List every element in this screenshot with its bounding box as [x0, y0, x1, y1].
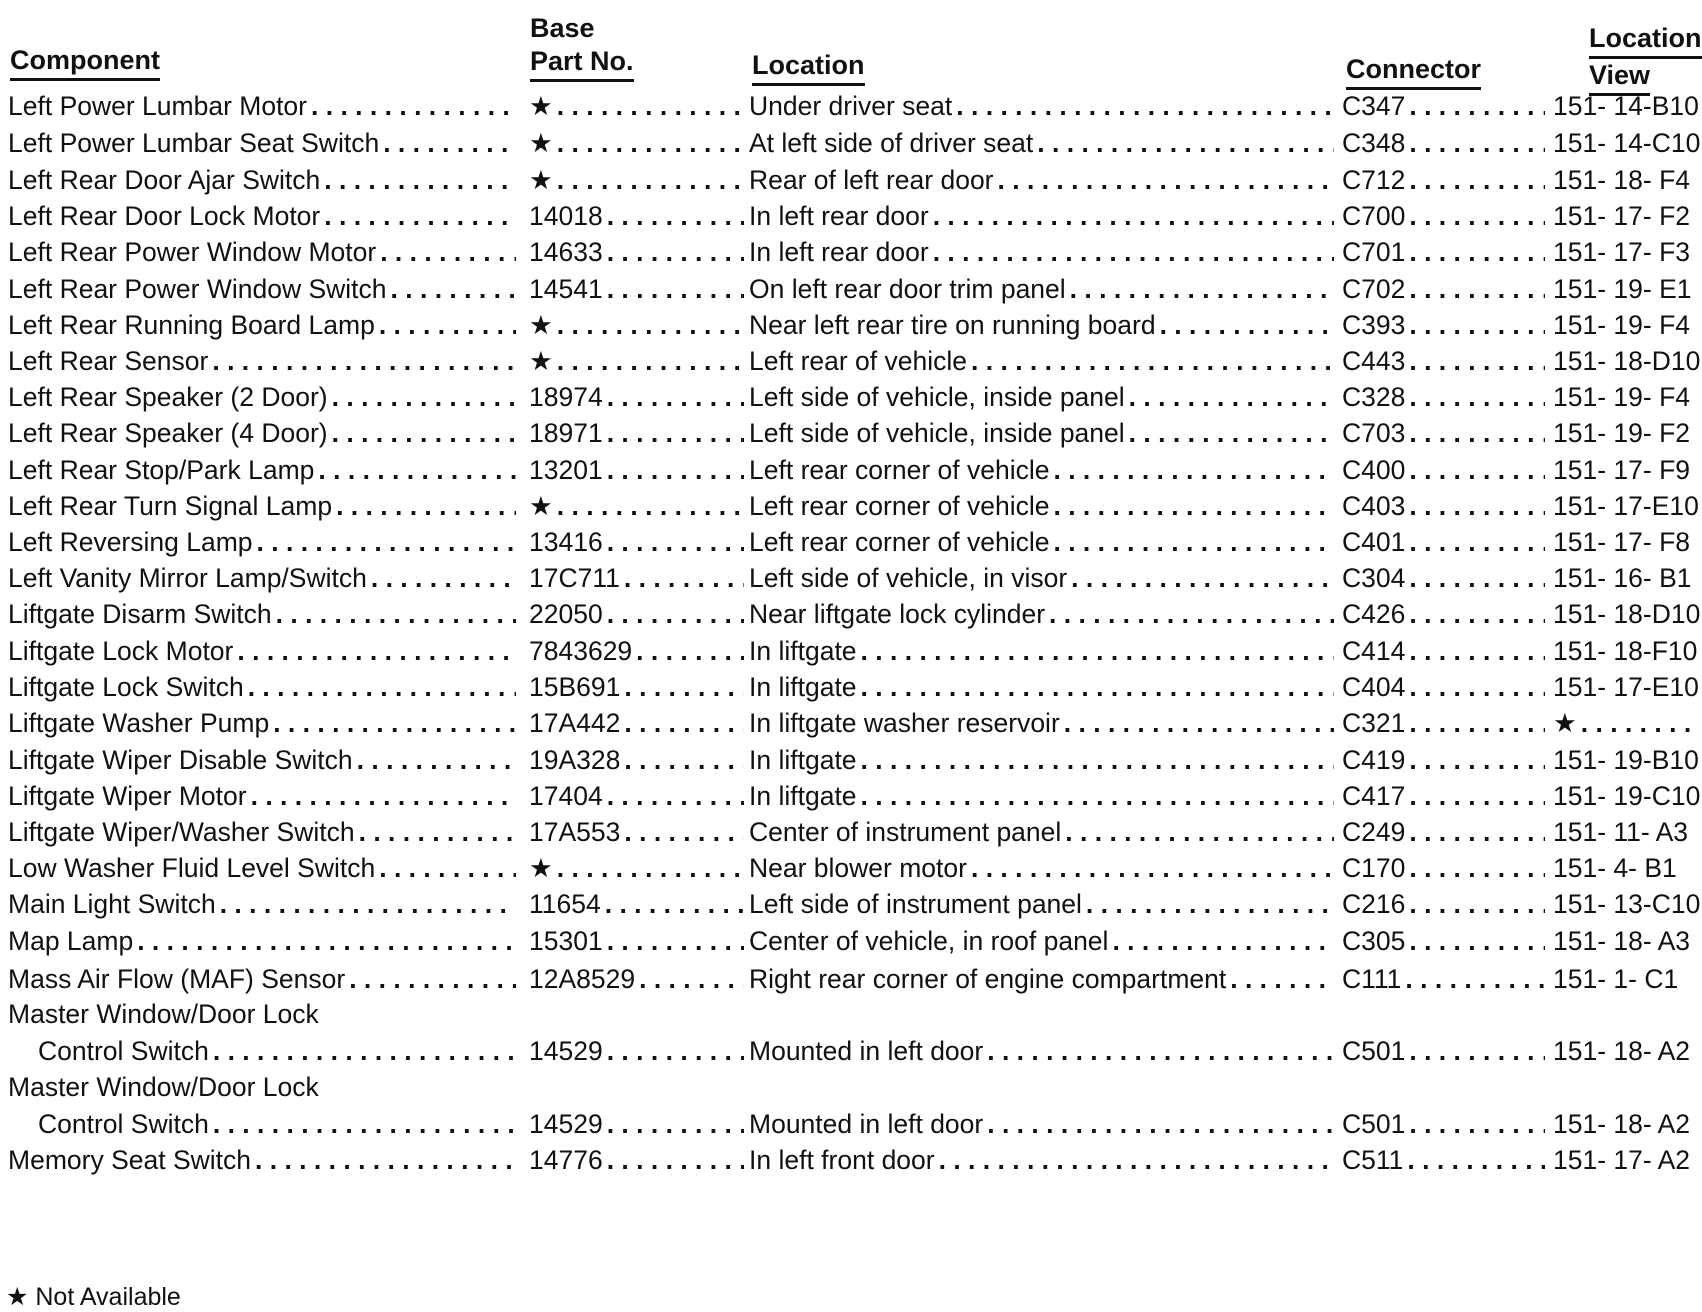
- dot-leader: [1409, 523, 1545, 561]
- dot-leader: [1409, 161, 1545, 199]
- location-view-cell: 151- 4- B1: [1553, 853, 1677, 883]
- dot-leader: [639, 960, 744, 998]
- dot-leader: [383, 124, 516, 162]
- dot-leader: [1409, 595, 1545, 633]
- location-cell: Center of vehicle, in roof panel . . .: [749, 922, 1340, 960]
- dot-leader: [213, 1032, 516, 1070]
- dot-leader: [1409, 668, 1545, 706]
- connector-cell: C501 . . .: [1342, 1032, 1551, 1070]
- dot-leader: [607, 777, 744, 815]
- dot-leader: [605, 885, 744, 923]
- dot-leader: [607, 595, 744, 633]
- dot-leader: [1064, 704, 1334, 742]
- dot-leader: [861, 777, 1334, 815]
- component-cell: Left Power Lumbar Motor . . .: [8, 87, 522, 125]
- dot-leader: [212, 342, 516, 380]
- dot-leader: [257, 523, 516, 561]
- location-view-cell: 151- 18-D10: [1553, 346, 1701, 376]
- location-view-cell: 151- 17- F2: [1553, 201, 1690, 231]
- connector-cell: C328 . . .: [1342, 378, 1551, 416]
- connector-cell: C305 . . .: [1342, 922, 1551, 960]
- dot-leader: [1409, 87, 1545, 125]
- location-view-cell: 151- 1- C1: [1553, 964, 1679, 994]
- table-row: [0, 197, 1702, 235]
- part-number-cell: ★ . . .: [529, 849, 750, 887]
- dot-leader: [861, 741, 1334, 779]
- dot-leader: [987, 1105, 1334, 1143]
- table-row: [0, 161, 1702, 199]
- dot-leader: [607, 451, 744, 489]
- header-location-view: [1589, 22, 1702, 96]
- table-row: [0, 414, 1702, 452]
- dot-leader: [1409, 306, 1545, 344]
- dot-leader: [1409, 885, 1545, 923]
- dot-leader: [1409, 451, 1545, 489]
- table-row: [0, 1105, 1702, 1143]
- dot-leader: [1053, 523, 1334, 561]
- connector-cell: C401 . . .: [1342, 523, 1551, 561]
- dot-leader: [1409, 777, 1545, 815]
- dot-leader: [1037, 124, 1334, 162]
- dot-leader: [607, 1105, 744, 1143]
- location-cell: Near blower motor . . .: [749, 849, 1340, 887]
- part-number-cell: 7843629 . . .: [529, 632, 750, 670]
- table-row: [0, 1141, 1702, 1179]
- location-view-cell: 151- 19- F2: [1553, 418, 1690, 448]
- location-cell: In liftgate washer reservoir . . .: [749, 704, 1340, 742]
- connector-cell: C702 . . .: [1342, 270, 1551, 308]
- location-view-cell: 151- 11- A3: [1553, 817, 1689, 847]
- header-part-line1: Base: [530, 13, 595, 43]
- component-cell: Left Reversing Lamp . . .: [8, 523, 522, 561]
- location-view-cell: 151- 17-E10: [1553, 672, 1699, 702]
- dot-leader: [1049, 595, 1334, 633]
- dot-leader: [1409, 922, 1545, 960]
- location-cell: In liftgate . . .: [749, 741, 1340, 779]
- connector-cell: C511 . . .: [1342, 1141, 1551, 1179]
- dot-leader: [391, 270, 516, 308]
- component-cell: Left Rear Power Window Switch . . .: [8, 270, 522, 308]
- dot-leader: [607, 922, 744, 960]
- dot-leader: [971, 342, 1334, 380]
- connector-cell: C703 . . .: [1342, 414, 1551, 452]
- component-cell: Low Washer Fluid Level Switch . . .: [8, 849, 522, 887]
- connector-cell: C111 . . .: [1342, 960, 1551, 998]
- table-row: [0, 595, 1702, 633]
- dot-leader: [1129, 378, 1334, 416]
- part-number-cell: 14018 . . .: [529, 197, 750, 235]
- dot-leader: [861, 668, 1334, 706]
- component-cell: Liftgate Wiper Motor . . .: [8, 777, 522, 815]
- dot-leader: [557, 161, 744, 199]
- dot-leader: [1129, 414, 1334, 452]
- location-view-cell: 151- 17- A2: [1553, 1145, 1691, 1175]
- connector-cell: C321 . . .: [1342, 704, 1551, 742]
- location-view-cell: 151- 18- F4: [1553, 165, 1690, 195]
- location-cell: On left rear door trim panel . . .: [749, 270, 1340, 308]
- dot-leader: [557, 487, 744, 525]
- dot-leader: [137, 922, 516, 960]
- component-cell: Left Rear Running Board Lamp . . .: [8, 306, 522, 344]
- dot-leader: [861, 632, 1334, 670]
- part-number-cell: 11654 . . .: [529, 885, 750, 923]
- dot-leader: [607, 270, 744, 308]
- dot-leader: [636, 632, 744, 670]
- dot-leader: [311, 87, 516, 125]
- table-row: [0, 777, 1702, 815]
- table-row: [0, 1032, 1702, 1070]
- component-cell: Memory Seat Switch . . .: [8, 1141, 522, 1179]
- dot-leader: [624, 813, 744, 851]
- dot-leader: [1053, 451, 1334, 489]
- part-number-cell: 19A328 . . .: [529, 741, 750, 779]
- location-cell: Left rear corner of vehicle . . .: [749, 451, 1340, 489]
- dot-leader: [933, 197, 1334, 235]
- table-row: [0, 124, 1702, 162]
- dot-leader: [1409, 632, 1545, 670]
- connector-cell: C400 . . .: [1342, 451, 1551, 489]
- table-row: [0, 378, 1702, 416]
- location-view-cell: ★ . . .: [1553, 704, 1702, 742]
- dot-leader: [624, 559, 744, 597]
- part-number-cell: 14776 . . .: [529, 1141, 750, 1179]
- part-number-cell: 14529 . . .: [529, 1032, 750, 1070]
- dot-leader: [1409, 124, 1545, 162]
- part-number-cell: 15301 . . .: [529, 922, 750, 960]
- part-number-cell: 18974 . . .: [529, 378, 750, 416]
- location-cell: In left rear door . . .: [749, 197, 1340, 235]
- dot-leader: [956, 87, 1334, 125]
- location-cell: Left side of instrument panel . . .: [749, 885, 1340, 923]
- location-view-cell: 151- 14-C10: [1553, 128, 1701, 158]
- table-row: [0, 922, 1702, 960]
- table-row: [0, 960, 1702, 998]
- part-number-cell: 22050 . . .: [529, 595, 750, 633]
- table-row: [0, 270, 1702, 308]
- location-cell: Rear of left rear door . . .: [749, 161, 1340, 199]
- part-number-cell: ★ . . .: [529, 487, 750, 525]
- dot-leader: [1071, 559, 1334, 597]
- location-view-cell: 151- 18- A2: [1553, 1036, 1691, 1066]
- connector-cell: C249 . . .: [1342, 813, 1551, 851]
- dot-leader: [557, 124, 744, 162]
- part-number-cell: 17A553 . . .: [529, 813, 750, 851]
- location-cell: Near liftgate lock cylinder . . .: [749, 595, 1340, 633]
- dot-leader: [557, 849, 744, 887]
- component-cell: Left Rear Door Lock Motor . . .: [8, 197, 522, 235]
- component-cell: Liftgate Lock Motor . . .: [8, 632, 522, 670]
- dot-leader: [557, 342, 744, 380]
- connector-cell: C443 . . .: [1342, 342, 1551, 380]
- location-view-cell: 151- 14-B10: [1553, 91, 1699, 121]
- dot-leader: [255, 1141, 516, 1179]
- dot-leader: [557, 87, 744, 125]
- part-number-cell: ★ . . .: [529, 124, 750, 162]
- table-row: [0, 306, 1702, 344]
- dot-leader: [1409, 559, 1545, 597]
- location-cell: Left rear corner of vehicle . . .: [749, 487, 1340, 525]
- location-cell: At left side of driver seat . . .: [749, 124, 1340, 162]
- dot-leader: [324, 197, 516, 235]
- header-component: Component: [10, 44, 160, 81]
- dot-leader: [380, 233, 516, 271]
- location-cell: Center of instrument panel . . .: [749, 813, 1340, 851]
- component-cell: Liftgate Washer Pump . . .: [8, 704, 522, 742]
- part-number-cell: 17404 . . .: [529, 777, 750, 815]
- component-cell: Left Rear Sensor . . .: [8, 342, 522, 380]
- component-cell: Left Rear Power Window Motor . . .: [8, 233, 522, 271]
- location-view-cell: 151- 19- E1: [1553, 274, 1692, 304]
- dot-leader: [349, 960, 516, 998]
- component-line1: Master Window/Door Lock: [8, 1072, 319, 1102]
- component-cell: Map Lamp . . .: [8, 922, 522, 960]
- location-cell: In liftgate . . .: [749, 668, 1340, 706]
- component-cell: Left Power Lumbar Seat Switch . . .: [8, 124, 522, 162]
- dot-leader: [1409, 741, 1545, 779]
- connector-cell: C712 . . .: [1342, 161, 1551, 199]
- location-view-cell: 151- 17-E10: [1553, 491, 1699, 521]
- dot-leader: [276, 595, 516, 633]
- component-cell: Mass Air Flow (MAF) Sensor . . .: [8, 960, 522, 998]
- dot-leader: [1065, 813, 1334, 851]
- location-view-cell: 151- 19-C10: [1553, 781, 1701, 811]
- location-view-cell: 151- 19- F4: [1553, 382, 1690, 412]
- part-number-cell: 14541 . . .: [529, 270, 750, 308]
- component-cell: Liftgate Wiper/Washer Switch . . .: [8, 813, 522, 851]
- dot-leader: [1409, 849, 1545, 887]
- location-cell: Left side of vehicle, inside panel . . .: [749, 414, 1340, 452]
- connector-cell: C417 . . .: [1342, 777, 1551, 815]
- dot-leader: [1409, 270, 1545, 308]
- location-view-cell: 151- 17- F8: [1553, 527, 1690, 557]
- connector-cell: C426 . . .: [1342, 595, 1551, 633]
- dot-leader: [1409, 378, 1545, 416]
- part-number-cell: 17A442 . . .: [529, 704, 750, 742]
- dot-leader: [379, 849, 516, 887]
- location-cell: In liftgate . . .: [749, 777, 1340, 815]
- dot-leader: [987, 1032, 1334, 1070]
- location-cell: In left front door . . .: [749, 1141, 1340, 1179]
- table-row: [0, 813, 1702, 851]
- dot-leader: [607, 523, 744, 561]
- part-number-cell: 13416 . . .: [529, 523, 750, 561]
- dot-leader: [324, 161, 516, 199]
- location-cell: Mounted in left door . . .: [749, 1105, 1340, 1143]
- header-view-line1: Location: [1589, 22, 1702, 59]
- connector-cell: C404 . . .: [1342, 668, 1551, 706]
- location-view-cell: 151- 17- F9: [1553, 455, 1690, 485]
- dot-leader: [1581, 704, 1696, 742]
- connector-cell: C701 . . .: [1342, 233, 1551, 271]
- location-cell: Left side of vehicle, inside panel . . .: [749, 378, 1340, 416]
- table-row: [0, 487, 1702, 525]
- table-row: [0, 668, 1702, 706]
- dot-leader: [1086, 885, 1334, 923]
- table-row: [0, 87, 1702, 125]
- component-cell: Left Vanity Mirror Lamp/Switch . . .: [8, 559, 522, 597]
- table-row: [0, 233, 1702, 271]
- dot-leader: [359, 813, 516, 851]
- location-cell: In left rear door . . .: [749, 233, 1340, 271]
- dot-leader: [336, 487, 516, 525]
- part-number-cell: 17C711 . . .: [529, 559, 750, 597]
- part-number-cell: 14633 . . .: [529, 233, 750, 271]
- location-cell: Left side of vehicle, in visor . . .: [749, 559, 1340, 597]
- dot-leader: [933, 233, 1334, 271]
- location-cell: Right rear corner of engine compartment . . .: [749, 960, 1340, 998]
- location-cell: Mounted in left door . . .: [749, 1032, 1340, 1070]
- location-cell: Under driver seat . . .: [749, 87, 1340, 125]
- component-cell: Liftgate Lock Switch . . .: [8, 668, 522, 706]
- connector-cell: C170 . . .: [1342, 849, 1551, 887]
- component-cell: Liftgate Wiper Disable Switch . . .: [8, 741, 522, 779]
- dot-leader: [248, 668, 516, 706]
- component-cell: Left Rear Door Ajar Switch . . .: [8, 161, 522, 199]
- connector-cell: C347 . . .: [1342, 87, 1551, 125]
- table-row: [0, 632, 1702, 670]
- component-cell: Control Switch . . .: [8, 1032, 522, 1070]
- dot-leader: [1409, 414, 1545, 452]
- location-view-cell: 151- 18-D10: [1553, 599, 1701, 629]
- header-view-line2: View: [1589, 59, 1650, 96]
- table-row: [0, 885, 1702, 923]
- dot-leader: [237, 632, 516, 670]
- dot-leader: [332, 378, 516, 416]
- location-view-cell: 151- 19-B10: [1553, 745, 1699, 775]
- dot-leader: [213, 1105, 516, 1143]
- dot-leader: [624, 741, 744, 779]
- component-cell: Left Rear Speaker (4 Door) . . .: [8, 414, 522, 452]
- header-connector: Connector: [1346, 53, 1481, 90]
- location-cell: In liftgate . . .: [749, 632, 1340, 670]
- dot-leader: [607, 233, 744, 271]
- header-base-part-no: [530, 12, 634, 82]
- connector-cell: C501 . . .: [1342, 1105, 1551, 1143]
- connector-cell: C414 . . .: [1342, 632, 1551, 670]
- connector-cell: C304 . . .: [1342, 559, 1551, 597]
- table-row: [0, 559, 1702, 597]
- dot-leader: [318, 451, 516, 489]
- part-number-cell: 18971 . . .: [529, 414, 750, 452]
- dot-leader: [1409, 233, 1545, 271]
- location-view-cell: 151- 18-F10: [1553, 636, 1698, 666]
- component-cell: Main Light Switch . . .: [8, 885, 522, 923]
- connector-cell: C348 . . .: [1342, 124, 1551, 162]
- table-row: [0, 704, 1702, 742]
- location-view-cell: 151- 16- B1: [1553, 563, 1692, 593]
- part-number-cell: 14529 . . .: [529, 1105, 750, 1143]
- dot-leader: [1070, 270, 1334, 308]
- location-cell: Left rear corner of vehicle . . .: [749, 523, 1340, 561]
- dot-leader: [1405, 960, 1545, 998]
- dot-leader: [607, 197, 744, 235]
- dot-leader: [557, 306, 744, 344]
- location-cell: Left rear of vehicle . . .: [749, 342, 1340, 380]
- dot-leader: [1409, 1105, 1545, 1143]
- table-row: [0, 741, 1702, 779]
- dot-leader: [607, 414, 744, 452]
- location-view-cell: 151- 18- A3: [1553, 926, 1691, 956]
- dot-leader: [607, 1141, 744, 1179]
- part-number-cell: ★ . . .: [529, 87, 750, 125]
- part-number-cell: 15B691 . . .: [529, 668, 750, 706]
- component-cell: Left Rear Speaker (2 Door) . . .: [8, 378, 522, 416]
- location-view-cell: 151- 18- A2: [1553, 1109, 1691, 1139]
- connector-cell: C403 . . .: [1342, 487, 1551, 525]
- dot-leader: [1409, 197, 1545, 235]
- component-cell: Control Switch . . .: [8, 1105, 522, 1143]
- header-location: Location: [752, 49, 865, 86]
- dot-leader: [1407, 1141, 1545, 1179]
- table-row: [0, 523, 1702, 561]
- dot-leader: [1409, 704, 1545, 742]
- dot-leader: [251, 777, 516, 815]
- dot-leader: [357, 741, 516, 779]
- dot-leader: [1053, 487, 1334, 525]
- component-cell: Liftgate Disarm Switch . . .: [8, 595, 522, 633]
- dot-leader: [1409, 342, 1545, 380]
- part-number-cell: ★ . . .: [529, 342, 750, 380]
- component-cell: Left Rear Turn Signal Lamp . . .: [8, 487, 522, 525]
- dot-leader: [273, 704, 516, 742]
- location-cell: Near left rear tire on running board . . .: [749, 306, 1340, 344]
- dot-leader: [379, 306, 516, 344]
- dot-leader: [1409, 813, 1545, 851]
- dot-leader: [1409, 487, 1545, 525]
- dot-leader: [624, 704, 744, 742]
- connector-cell: C216 . . .: [1342, 885, 1551, 923]
- component-line1: Master Window/Door Lock: [8, 999, 319, 1029]
- location-view-cell: 151- 19- F4: [1553, 310, 1690, 340]
- footnote: ★ Not Available: [6, 1283, 181, 1311]
- table-row: [0, 451, 1702, 489]
- part-number-cell: 13201 . . .: [529, 451, 750, 489]
- dot-leader: [1230, 960, 1334, 998]
- dot-leader: [607, 1032, 744, 1070]
- location-view-cell: 151- 13-C10: [1553, 889, 1701, 919]
- table-row: [0, 342, 1702, 380]
- part-number-cell: ★ . . .: [529, 161, 750, 199]
- dot-leader: [1112, 922, 1334, 960]
- header-part-line2: Part No.: [530, 45, 634, 82]
- dot-leader: [624, 668, 744, 706]
- connector-cell: C419 . . .: [1342, 741, 1551, 779]
- component-cell: Left Rear Stop/Park Lamp . . .: [8, 451, 522, 489]
- dot-leader: [1160, 306, 1334, 344]
- dot-leader: [332, 414, 516, 452]
- connector-cell: C393 . . .: [1342, 306, 1551, 344]
- dot-leader: [998, 161, 1334, 199]
- dot-leader: [939, 1141, 1334, 1179]
- connector-cell: C700 . . .: [1342, 197, 1551, 235]
- dot-leader: [971, 849, 1334, 887]
- dot-leader: [607, 378, 744, 416]
- part-number-cell: 12A8529 . . .: [529, 960, 750, 998]
- dot-leader: [371, 559, 516, 597]
- location-view-cell: 151- 17- F3: [1553, 237, 1690, 267]
- dot-leader: [1409, 1032, 1545, 1070]
- table-row: [0, 849, 1702, 887]
- dot-leader: [220, 885, 516, 923]
- part-number-cell: ★ . . .: [529, 306, 750, 344]
